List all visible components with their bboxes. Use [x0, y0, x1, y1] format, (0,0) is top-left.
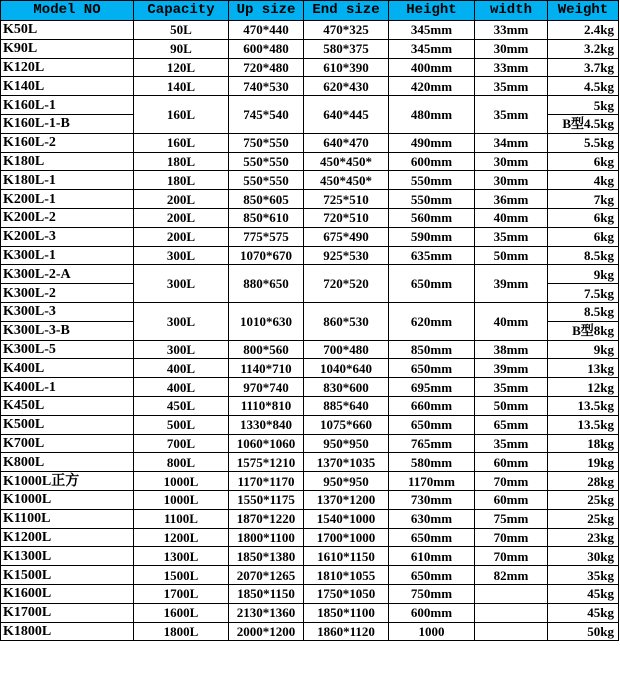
model-cell: K300L-2 — [1, 284, 134, 303]
capacity-cell: 400L — [134, 378, 229, 397]
up-size-cell: 550*550 — [229, 171, 304, 190]
model-cell: K180L-1 — [1, 171, 134, 190]
height-cell: 400mm — [389, 58, 475, 77]
end-size-cell: 700*480 — [304, 340, 389, 359]
weight-cell: 6kg — [548, 227, 619, 246]
end-size-cell: 885*640 — [304, 396, 389, 415]
weight-cell: 6kg — [548, 152, 619, 171]
width-cell: 35mm — [475, 227, 548, 246]
height-cell: 560mm — [389, 208, 475, 227]
model-cell: K1500L — [1, 566, 134, 585]
height-cell: 1000 — [389, 622, 475, 641]
up-size-cell: 740*530 — [229, 77, 304, 96]
end-size-cell: 1370*1035 — [304, 453, 389, 472]
width-cell: 35mm — [475, 96, 548, 134]
end-size-cell: 450*450* — [304, 152, 389, 171]
end-size-cell: 450*450* — [304, 171, 389, 190]
width-cell: 34mm — [475, 133, 548, 152]
up-size-cell: 2070*1265 — [229, 566, 304, 585]
model-cell: K1200L — [1, 528, 134, 547]
height-cell: 580mm — [389, 453, 475, 472]
height-cell: 630mm — [389, 509, 475, 528]
up-size-cell: 970*740 — [229, 378, 304, 397]
width-cell: 70mm — [475, 472, 548, 491]
model-cell: K400L-1 — [1, 378, 134, 397]
weight-cell: 7kg — [548, 190, 619, 209]
height-cell: 345mm — [389, 21, 475, 40]
header-row — [1, 1, 619, 21]
capacity-cell: 120L — [134, 58, 229, 77]
width-cell: 33mm — [475, 58, 548, 77]
model-cell: K1000L正方 — [1, 472, 134, 491]
width-cell — [475, 603, 548, 622]
table-row — [1, 378, 619, 397]
model-cell: K160L-1-B — [1, 114, 134, 133]
table-row — [1, 58, 619, 77]
up-size-cell: 1330*840 — [229, 415, 304, 434]
capacity-cell: 400L — [134, 359, 229, 378]
weight-cell: 35kg — [548, 566, 619, 585]
weight-cell: 45kg — [548, 584, 619, 603]
table-row — [1, 190, 619, 209]
weight-cell: 30kg — [548, 547, 619, 566]
weight-cell: 2.4kg — [548, 21, 619, 40]
width-cell: 70mm — [475, 547, 548, 566]
capacity-cell: 90L — [134, 39, 229, 58]
capacity-cell: 180L — [134, 171, 229, 190]
model-cell: K200L-3 — [1, 227, 134, 246]
width-cell: 30mm — [475, 39, 548, 58]
width-cell: 60mm — [475, 453, 548, 472]
model-cell: K1600L — [1, 584, 134, 603]
model-cell: K160L-2 — [1, 133, 134, 152]
end-size-cell: 1810*1055 — [304, 566, 389, 585]
up-size-cell: 850*610 — [229, 208, 304, 227]
header-height: Height — [389, 1, 475, 21]
end-size-cell: 1540*1000 — [304, 509, 389, 528]
up-size-cell: 1800*1100 — [229, 528, 304, 547]
height-cell: 650mm — [389, 359, 475, 378]
model-cell: K1300L — [1, 547, 134, 566]
height-cell: 1170mm — [389, 472, 475, 491]
up-size-cell: 775*575 — [229, 227, 304, 246]
width-cell: 30mm — [475, 152, 548, 171]
height-cell: 850mm — [389, 340, 475, 359]
table-row — [1, 490, 619, 509]
capacity-cell: 300L — [134, 246, 229, 265]
up-size-cell: 1550*1175 — [229, 490, 304, 509]
table-row — [1, 359, 619, 378]
model-cell: K200L-1 — [1, 190, 134, 209]
height-cell: 635mm — [389, 246, 475, 265]
height-cell: 480mm — [389, 96, 475, 134]
end-size-cell: 610*390 — [304, 58, 389, 77]
table-row — [1, 77, 619, 96]
width-cell — [475, 584, 548, 603]
height-cell: 600mm — [389, 603, 475, 622]
weight-cell: 5.5kg — [548, 133, 619, 152]
capacity-cell: 1600L — [134, 603, 229, 622]
up-size-cell: 1060*1060 — [229, 434, 304, 453]
weight-cell: 7.5kg — [548, 284, 619, 303]
table-row — [1, 584, 619, 603]
model-cell: K700L — [1, 434, 134, 453]
end-size-cell: 950*950 — [304, 434, 389, 453]
model-cell: K140L — [1, 77, 134, 96]
weight-cell: 3.7kg — [548, 58, 619, 77]
model-cell: K450L — [1, 396, 134, 415]
model-cell: K300L-1 — [1, 246, 134, 265]
end-size-cell: 725*510 — [304, 190, 389, 209]
up-size-cell: 2130*1360 — [229, 603, 304, 622]
capacity-cell: 1200L — [134, 528, 229, 547]
capacity-cell: 1700L — [134, 584, 229, 603]
weight-cell: 9kg — [548, 265, 619, 284]
weight-cell: 4.5kg — [548, 77, 619, 96]
table-row — [1, 547, 619, 566]
up-size-cell: 1870*1220 — [229, 509, 304, 528]
up-size-cell: 2000*1200 — [229, 622, 304, 641]
end-size-cell: 1700*1000 — [304, 528, 389, 547]
width-cell: 50mm — [475, 396, 548, 415]
capacity-cell: 1500L — [134, 566, 229, 585]
model-cell: K300L-3-B — [1, 321, 134, 340]
end-size-cell: 830*600 — [304, 378, 389, 397]
height-cell: 490mm — [389, 133, 475, 152]
height-cell: 550mm — [389, 190, 475, 209]
weight-cell: 18kg — [548, 434, 619, 453]
end-size-cell: 1610*1150 — [304, 547, 389, 566]
height-cell: 650mm — [389, 265, 475, 303]
header-end-size: End size — [304, 1, 389, 21]
up-size-cell: 1110*810 — [229, 396, 304, 415]
end-size-cell: 925*530 — [304, 246, 389, 265]
up-size-cell: 850*605 — [229, 190, 304, 209]
table-row — [1, 265, 619, 284]
table-row — [1, 603, 619, 622]
model-cell: K300L-5 — [1, 340, 134, 359]
weight-cell: 28kg — [548, 472, 619, 491]
height-cell: 650mm — [389, 528, 475, 547]
table-row — [1, 509, 619, 528]
width-cell: 35mm — [475, 77, 548, 96]
end-size-cell: 720*520 — [304, 265, 389, 303]
weight-cell: 9kg — [548, 340, 619, 359]
capacity-cell: 200L — [134, 227, 229, 246]
table-row — [1, 434, 619, 453]
model-cell: K300L-2-A — [1, 265, 134, 284]
weight-cell: 19kg — [548, 453, 619, 472]
height-cell: 420mm — [389, 77, 475, 96]
model-cell: K160L-1 — [1, 96, 134, 115]
weight-cell: 6kg — [548, 208, 619, 227]
end-size-cell: 470*325 — [304, 21, 389, 40]
capacity-cell: 180L — [134, 152, 229, 171]
weight-cell: 4kg — [548, 171, 619, 190]
capacity-cell: 300L — [134, 302, 229, 340]
model-cell: K1800L — [1, 622, 134, 641]
weight-cell: B型8kg — [548, 321, 619, 340]
width-cell: 82mm — [475, 566, 548, 585]
height-cell: 345mm — [389, 39, 475, 58]
width-cell: 38mm — [475, 340, 548, 359]
weight-cell: 13.5kg — [548, 415, 619, 434]
weight-cell: 5kg — [548, 96, 619, 115]
up-size-cell: 1010*630 — [229, 302, 304, 340]
table-row — [1, 528, 619, 547]
capacity-cell: 1000L — [134, 490, 229, 509]
capacity-cell: 450L — [134, 396, 229, 415]
end-size-cell: 1750*1050 — [304, 584, 389, 603]
table-body — [1, 21, 619, 641]
capacity-cell: 800L — [134, 453, 229, 472]
capacity-cell: 500L — [134, 415, 229, 434]
up-size-cell: 880*650 — [229, 265, 304, 303]
capacity-cell: 1800L — [134, 622, 229, 641]
width-cell: 65mm — [475, 415, 548, 434]
end-size-cell: 950*950 — [304, 472, 389, 491]
width-cell: 70mm — [475, 528, 548, 547]
capacity-cell: 160L — [134, 96, 229, 134]
model-cell: K50L — [1, 21, 134, 40]
capacity-cell: 1000L — [134, 472, 229, 491]
capacity-cell: 700L — [134, 434, 229, 453]
model-cell: K120L — [1, 58, 134, 77]
width-cell: 40mm — [475, 302, 548, 340]
table-row — [1, 453, 619, 472]
height-cell: 610mm — [389, 547, 475, 566]
end-size-cell: 620*430 — [304, 77, 389, 96]
model-cell: K1700L — [1, 603, 134, 622]
model-cell: K1000L — [1, 490, 134, 509]
height-cell: 550mm — [389, 171, 475, 190]
capacity-cell: 200L — [134, 208, 229, 227]
up-size-cell: 1850*1150 — [229, 584, 304, 603]
capacity-cell: 300L — [134, 265, 229, 303]
model-cell: K1100L — [1, 509, 134, 528]
width-cell: 60mm — [475, 490, 548, 509]
weight-cell: 12kg — [548, 378, 619, 397]
table-row — [1, 302, 619, 321]
end-size-cell: 1850*1100 — [304, 603, 389, 622]
model-cell: K800L — [1, 453, 134, 472]
height-cell: 650mm — [389, 415, 475, 434]
up-size-cell: 720*480 — [229, 58, 304, 77]
width-cell: 40mm — [475, 208, 548, 227]
width-cell: 30mm — [475, 171, 548, 190]
capacity-cell: 300L — [134, 340, 229, 359]
end-size-cell: 580*375 — [304, 39, 389, 58]
up-size-cell: 1850*1380 — [229, 547, 304, 566]
up-size-cell: 600*480 — [229, 39, 304, 58]
height-cell: 730mm — [389, 490, 475, 509]
up-size-cell: 1170*1170 — [229, 472, 304, 491]
height-cell: 590mm — [389, 227, 475, 246]
width-cell — [475, 622, 548, 641]
width-cell: 39mm — [475, 265, 548, 303]
weight-cell: 3.2kg — [548, 39, 619, 58]
height-cell: 650mm — [389, 566, 475, 585]
model-cell: K500L — [1, 415, 134, 434]
weight-cell: B型4.5kg — [548, 114, 619, 133]
width-cell: 35mm — [475, 378, 548, 397]
table-row — [1, 227, 619, 246]
height-cell: 600mm — [389, 152, 475, 171]
table-row — [1, 396, 619, 415]
height-cell: 765mm — [389, 434, 475, 453]
up-size-cell: 800*560 — [229, 340, 304, 359]
header-weight: Weight — [548, 1, 619, 21]
capacity-cell: 200L — [134, 190, 229, 209]
width-cell: 35mm — [475, 434, 548, 453]
end-size-cell: 1075*660 — [304, 415, 389, 434]
up-size-cell: 745*540 — [229, 96, 304, 134]
height-cell: 660mm — [389, 396, 475, 415]
table-row — [1, 96, 619, 115]
end-size-cell: 1370*1200 — [304, 490, 389, 509]
end-size-cell: 675*490 — [304, 227, 389, 246]
weight-cell: 13.5kg — [548, 396, 619, 415]
table-row — [1, 39, 619, 58]
table-row — [1, 340, 619, 359]
table-row — [1, 133, 619, 152]
weight-cell: 8.5kg — [548, 246, 619, 265]
up-size-cell: 1140*710 — [229, 359, 304, 378]
capacity-cell: 1300L — [134, 547, 229, 566]
weight-cell: 25kg — [548, 490, 619, 509]
table-row — [1, 21, 619, 40]
table-row — [1, 472, 619, 491]
model-cell: K400L — [1, 359, 134, 378]
width-cell: 75mm — [475, 509, 548, 528]
weight-cell: 13kg — [548, 359, 619, 378]
end-size-cell: 1860*1120 — [304, 622, 389, 641]
weight-cell: 50kg — [548, 622, 619, 641]
header-width: width — [475, 1, 548, 21]
end-size-cell: 640*445 — [304, 96, 389, 134]
height-cell: 620mm — [389, 302, 475, 340]
model-cell: K200L-2 — [1, 208, 134, 227]
model-cell: K90L — [1, 39, 134, 58]
capacity-cell: 140L — [134, 77, 229, 96]
width-cell: 50mm — [475, 246, 548, 265]
table-row — [1, 246, 619, 265]
model-cell: K300L-3 — [1, 302, 134, 321]
table-row — [1, 171, 619, 190]
weight-cell: 23kg — [548, 528, 619, 547]
capacity-cell: 160L — [134, 133, 229, 152]
header-up-size: Up size — [229, 1, 304, 21]
table-row — [1, 208, 619, 227]
capacity-cell: 50L — [134, 21, 229, 40]
width-cell: 39mm — [475, 359, 548, 378]
up-size-cell: 750*550 — [229, 133, 304, 152]
up-size-cell: 1070*670 — [229, 246, 304, 265]
weight-cell: 8.5kg — [548, 302, 619, 321]
header-capacity: Capacity — [134, 1, 229, 21]
width-cell: 36mm — [475, 190, 548, 209]
table-row — [1, 415, 619, 434]
weight-cell: 45kg — [548, 603, 619, 622]
end-size-cell: 860*530 — [304, 302, 389, 340]
up-size-cell: 550*550 — [229, 152, 304, 171]
end-size-cell: 720*510 — [304, 208, 389, 227]
weight-cell: 25kg — [548, 509, 619, 528]
width-cell: 33mm — [475, 21, 548, 40]
up-size-cell: 470*440 — [229, 21, 304, 40]
end-size-cell: 640*470 — [304, 133, 389, 152]
end-size-cell: 1040*640 — [304, 359, 389, 378]
table-row — [1, 152, 619, 171]
height-cell: 695mm — [389, 378, 475, 397]
table-row — [1, 622, 619, 641]
header-model-no: Model NO — [1, 1, 134, 21]
up-size-cell: 1575*1210 — [229, 453, 304, 472]
height-cell: 750mm — [389, 584, 475, 603]
table-row — [1, 566, 619, 585]
capacity-cell: 1100L — [134, 509, 229, 528]
model-cell: K180L — [1, 152, 134, 171]
